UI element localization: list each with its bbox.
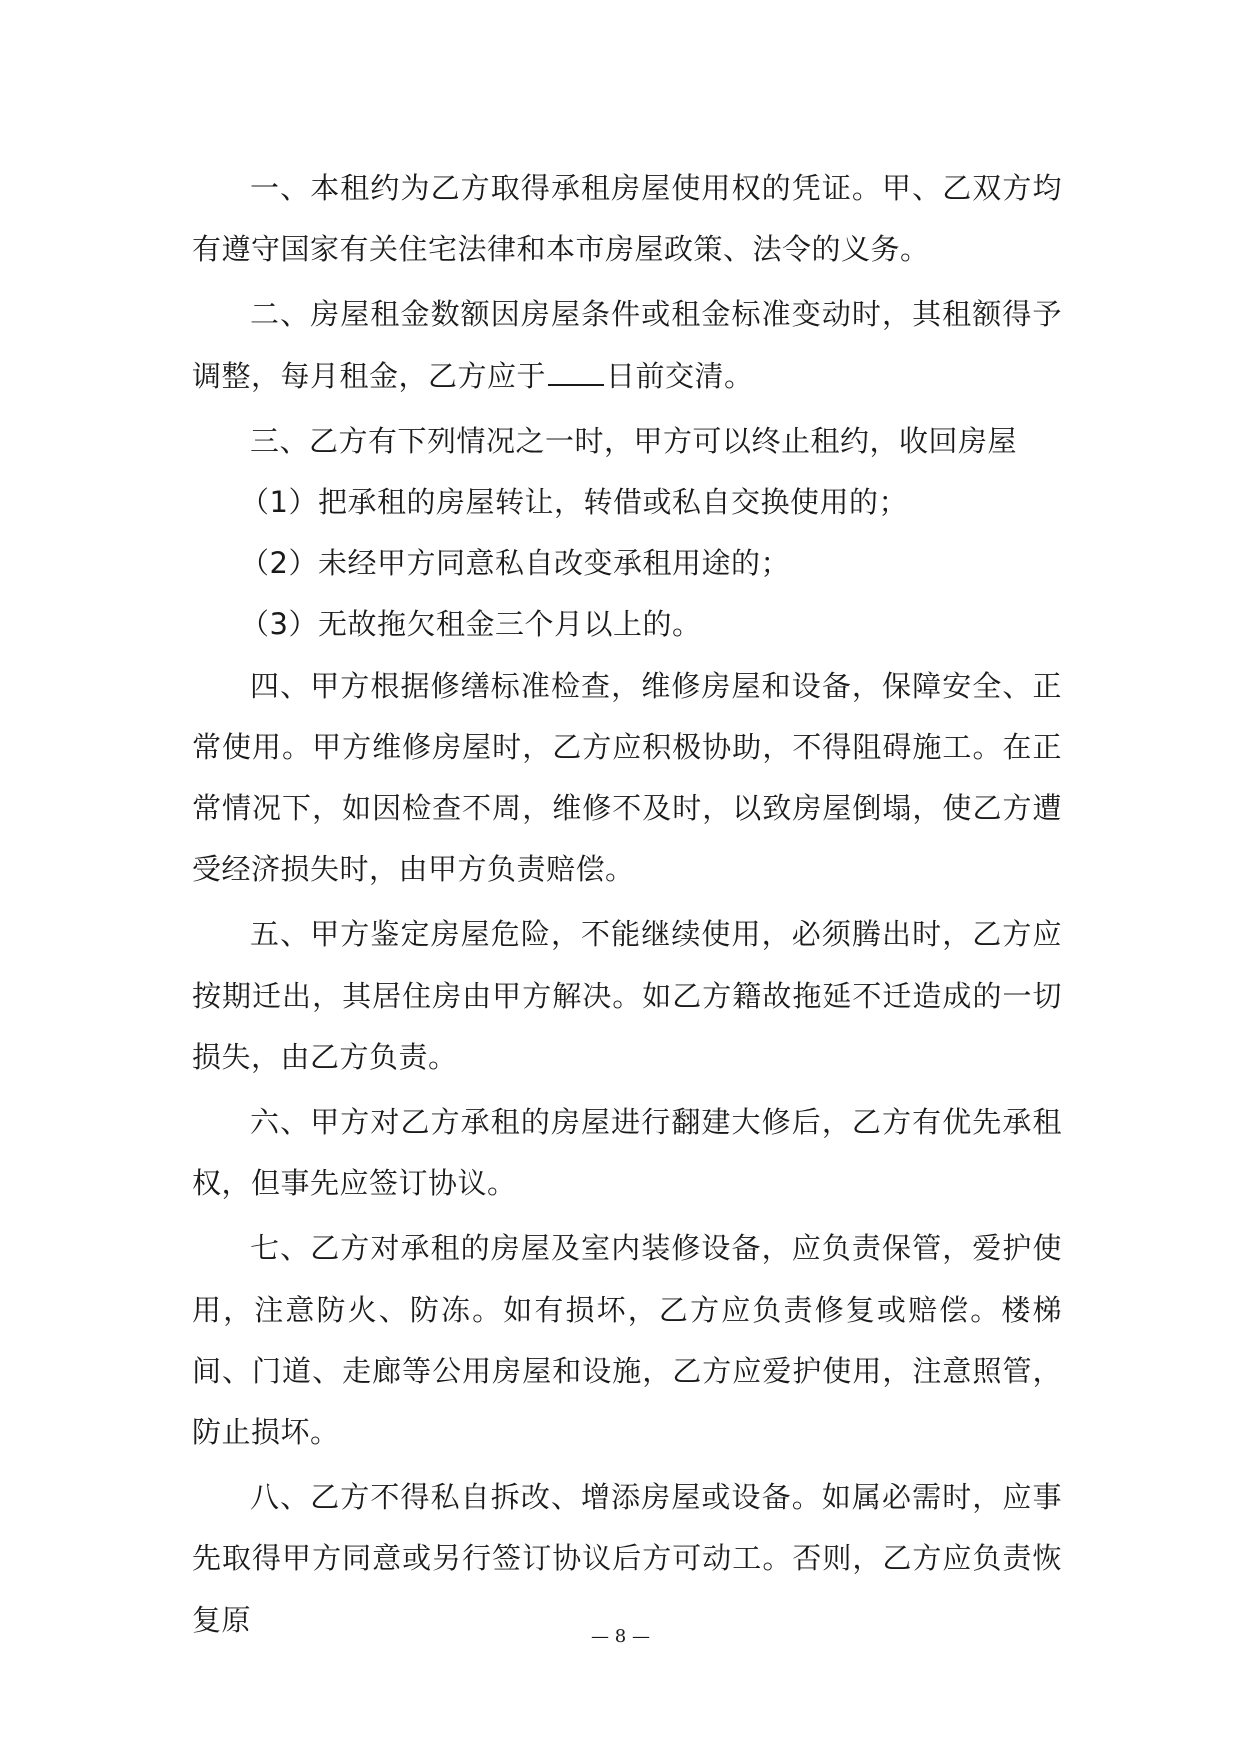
- clause-1: 一、本租约为乙方取得承租房屋使用权的凭证。甲、乙双方均有遵守国家有关住宅法律和本市房屋政策、法令的义务。: [192, 171, 1062, 267]
- clause-3: 三、乙方有下列情况之一时，甲方可以终止租约，收回房屋: [250, 423, 1018, 458]
- clause-3-item-3: （3）无故拖欠租金三个月以上的。: [240, 607, 702, 642]
- clause-2: 二、房屋租金数额因房屋条件或租金标准变动时，其租额得予调整，每月租金，乙方应于 日前交清。: [192, 297, 1062, 393]
- document-body: [192, 158, 1062, 1651]
- clause-5: 五、甲方鉴定房屋危险，不能继续使用，必须腾出时，乙方应按期迁出，其居住房由甲方解决。如乙方籍故拖延不迁造成的一切损失，由乙方负责。: [192, 917, 1062, 1074]
- clause-3-item-2: （2）未经甲方同意私自改变承租用途的；: [240, 546, 790, 581]
- clause-8: 八、乙方不得私自拆改、增添房屋或设备。如属必需时，应事先取得甲方同意或另行签订协议后方可动工。否则，乙方应负责恢复原: [192, 1480, 1062, 1637]
- clause-6: 六、甲方对乙方承租的房屋进行翻建大修后，乙方有优先承租权，但事先应签订协议。: [192, 1105, 1062, 1201]
- clause-7: 七、乙方对承租的房屋及室内装修设备，应负责保管，爱护使用，注意防火、防冻。如有损坏，乙方应负责修复或赔偿。楼梯间、门道、走廊等公用房屋和设施，乙方应爱护使用，注意照管，防止损坏。: [192, 1231, 1062, 1450]
- rent-due-day-blank: [548, 358, 604, 386]
- clause-4: 四、甲方根据修缮标准检查，维修房屋和设备，保障安全、正常使用。甲方维修房屋时，乙方应积极协助，不得阻碍施工。在正常情况下，如因检查不周，维修不及时，以致房屋倒塌，使乙方遭受经济损失时，由甲方负责赔偿。: [192, 668, 1062, 887]
- page-number: — 8 —: [591, 1626, 650, 1647]
- clause-3-item-1: （1）把承租的房屋转让，转借或私自交换使用的；: [240, 485, 908, 520]
